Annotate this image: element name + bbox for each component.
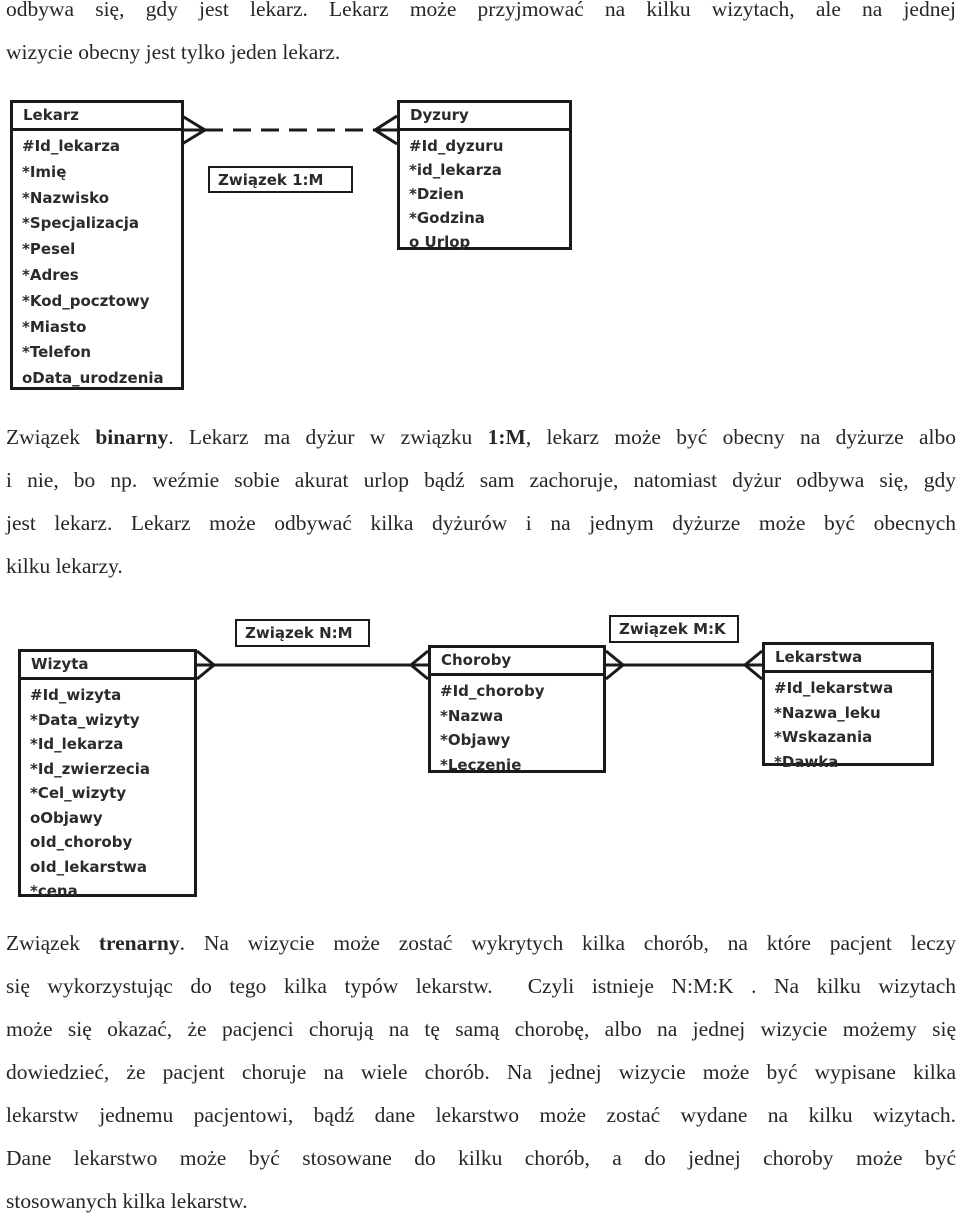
lekarz-attribute: *Specjalizacja xyxy=(22,214,140,233)
entity-lekarz-title: Lekarz xyxy=(13,103,181,131)
relation-label-nm: Związek N:M xyxy=(235,619,370,647)
lekarz-attribute: *Nazwisko xyxy=(22,188,110,207)
entity-dyzury-title: Dyzury xyxy=(400,103,569,131)
paragraph-binary-line-2: i nie, bo np. weźmie sobie akurat urlop bądź sam zachoruje, natomiast dyżur odbywa się, gdy xyxy=(6,468,956,492)
text-run: . Na wizycie może zostać wykrytych kilka chorób, na które pacjent leczy xyxy=(179,931,956,955)
lekarz-attribute: oData_urodzenia xyxy=(22,369,164,388)
wizyta-attribute: oObjawy xyxy=(30,808,103,827)
dyzury-attribute: #Id_dyzuru xyxy=(409,137,504,155)
choroby-attribute: *Nazwa xyxy=(440,706,504,725)
paragraph-binary-line-1 xyxy=(6,416,956,459)
text-run: Związek xyxy=(6,425,96,449)
entity-lekarz xyxy=(10,100,184,390)
keyword-trenarny: trenarny xyxy=(98,931,180,955)
dyzury-attribute: *Godzina xyxy=(409,209,485,227)
dyzury-attribute: o Urlop xyxy=(409,233,471,251)
relation-label-mk: Związek M:K xyxy=(609,615,739,643)
keyword-1m: 1:M xyxy=(487,425,526,449)
lekarz-attribute: *Kod_pocztowy xyxy=(22,291,150,310)
paragraph-ternary-line-4: dowiedzieć, że pacjent choruje na wiele chorób. Na jednej wizycie może być wypisane kilka xyxy=(6,1060,956,1084)
choroby-attribute: *Objawy xyxy=(440,731,511,749)
paragraph-ternary-line-1 xyxy=(6,922,956,965)
lekarz-attribute: #Id_lekarza xyxy=(22,137,121,155)
lekarstwa-attribute: *Dawka xyxy=(774,752,839,771)
paragraph-binary-line-4: kilku lekarzy. xyxy=(6,554,123,578)
entity-lekarstwa xyxy=(762,642,934,771)
entity-choroby xyxy=(428,645,606,773)
text-run: , lekarz może być obecny na dyżurze albo xyxy=(525,425,957,449)
lekarstwa-attribute: #Id_lekarstwa xyxy=(774,679,894,697)
text-run: Związek xyxy=(6,931,99,955)
entity-wizyta xyxy=(18,649,197,900)
text-run: . Lekarz ma dyżur w związku xyxy=(168,425,488,449)
entity-wizyta-title: Wizyta xyxy=(21,652,194,680)
lekarstwa-attribute: *Wskazania xyxy=(774,728,873,746)
wizyta-attribute: #Id_wizyta xyxy=(30,686,122,704)
paragraph-ternary xyxy=(6,922,956,1223)
wizyta-attribute: *Cel_wizyty xyxy=(30,784,127,802)
wizyta-attribute: *Data_wizyty xyxy=(30,710,140,729)
wizyta-attribute: *cena xyxy=(30,882,78,900)
lekarz-attribute: *Pesel xyxy=(22,240,76,259)
intro-line-2: wizycie obecny jest tylko jeden lekarz. xyxy=(6,40,341,64)
wizyta-attribute: *Id_lekarza xyxy=(30,735,124,753)
lekarstwa-attribute: *Nazwa_leku xyxy=(774,703,881,722)
paragraph-binary xyxy=(6,416,956,588)
paragraph-ternary-line-7: stosowanych kilka lekarstw. xyxy=(6,1189,248,1213)
paragraph-ternary-line-3: może się okazać, że pacjenci chorują na tę samą chorobę, albo na jednej wizycie możemy się xyxy=(6,1017,956,1041)
paragraph-ternary-line-6: Dane lekarstwo może być stosowane do kilku chorób, a do jednej choroby może być xyxy=(6,1146,956,1170)
paragraph-binary-line-3: jest lekarz. Lekarz może odbywać kilka dyżurów i na jednym dyżurze może być obecnych xyxy=(6,511,956,535)
wizyta-attribute: *Id_zwierzecia xyxy=(30,759,151,778)
keyword-binarny: binarny xyxy=(95,425,169,449)
relation-label-1m: Związek 1:M xyxy=(208,166,353,193)
entity-lekarstwa-title: Lekarstwa xyxy=(765,645,931,673)
intro-line-1: odbywa się, gdy jest lekarz. Lekarz może przyjmować na kilku wizytach, ale na jednej xyxy=(6,0,956,21)
entity-choroby-title: Choroby xyxy=(431,648,603,676)
dyzury-attribute: *id_lekarza xyxy=(409,161,502,179)
lekarz-attribute: *Adres xyxy=(22,265,79,284)
lekarz-attribute: *Imię xyxy=(22,162,67,181)
lekarz-attribute: *Telefon xyxy=(22,343,92,362)
wizyta-attribute: oId_choroby xyxy=(30,833,133,851)
entity-dyzury xyxy=(397,100,572,250)
paragraph-ternary-line-2: się wykorzystując do tego kilka typów lekarstw. Czyli istnieje N:M:K . Na kilku wizytach xyxy=(6,974,956,998)
wizyta-attribute: oId_lekarstwa xyxy=(30,857,148,876)
dyzury-attribute: *Dzien xyxy=(409,185,465,203)
paragraph-ternary-line-5: lekarstw jednemu pacjentowi, bądź dane lekarstwo może zostać wydane na kilku wizytach. xyxy=(6,1103,956,1127)
lekarz-attribute: *Miasto xyxy=(22,317,87,336)
choroby-attribute: *Leczenie xyxy=(440,755,522,774)
choroby-attribute: #Id_choroby xyxy=(440,682,545,700)
